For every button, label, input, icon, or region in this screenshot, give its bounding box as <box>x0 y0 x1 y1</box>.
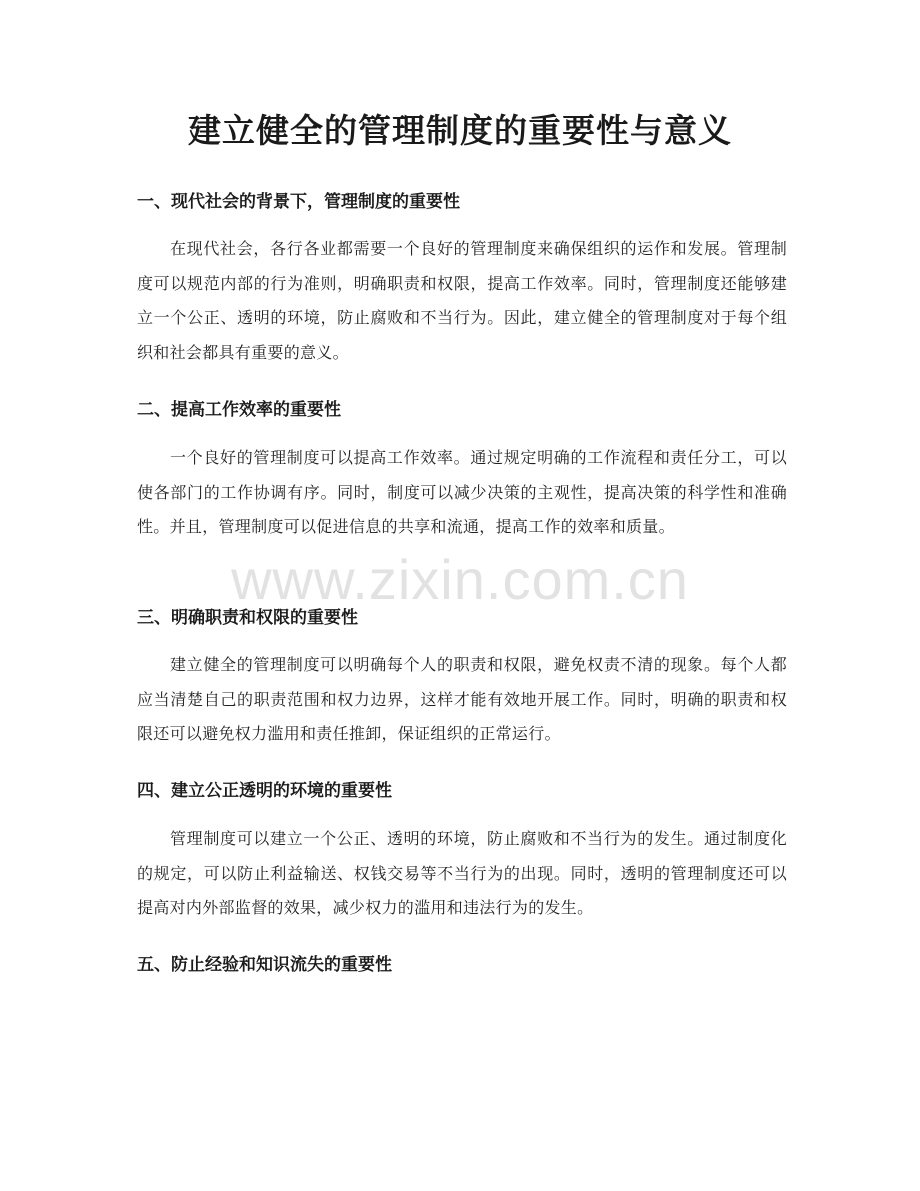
section-heading-3: 三、明确职责和权限的重要性 <box>137 608 358 628</box>
section-body-4: 管理制度可以建立一个公正、透明的环境，防止腐败和不当行为的发生。通过制度化的规定，可以防止利益输送、权钱交易等不当行为的出现。同时，透明的管理制度还可以提高对内外部监督的效果，减少权力的滥用和违法行为的发生。 <box>137 829 787 918</box>
section-heading-4: 四、建立公正透明的环境的重要性 <box>137 781 392 801</box>
section-body-3: 建立健全的管理制度可以明确每个人的职责和权限，避免权责不清的现象。每个人都应当清楚自己的职责范围和权力边界，这样才能有效地开展工作。同时，明确的职责和权限还可以避免权力滥用和责任推卸，保证组织的正常运行。 <box>137 655 787 744</box>
section-heading-1: 一、现代社会的背景下，管理制度的重要性 <box>137 192 460 212</box>
section-body-2: 一个良好的管理制度可以提高工作效率。通过规定明确的工作流程和责任分工，可以使各部门的工作协调有序。同时，制度可以减少决策的主观性，提高决策的科学性和准确性。并且，管理制度可以促进信息的共享和流通，提高工作的效率和质量。 <box>137 448 787 537</box>
section-heading-5: 五、防止经验和知识流失的重要性 <box>137 955 392 975</box>
section-body-1: 在现代社会，各行各业都需要一个良好的管理制度来确保组织的运作和发展。管理制度可以规范内部的行为准则，明确职责和权限，提高工作效率。同时，管理制度还能够建立一个公正、透明的环境，防止腐败和不当行为。因此，建立健全的管理制度对于每个组织和社会都具有重要的意义。 <box>137 239 787 362</box>
watermark-text: www.zixin.com.cn <box>231 548 689 611</box>
document-title: 建立健全的管理制度的重要性与意义 <box>188 111 732 150</box>
section-heading-2: 二、提高工作效率的重要性 <box>137 400 341 420</box>
